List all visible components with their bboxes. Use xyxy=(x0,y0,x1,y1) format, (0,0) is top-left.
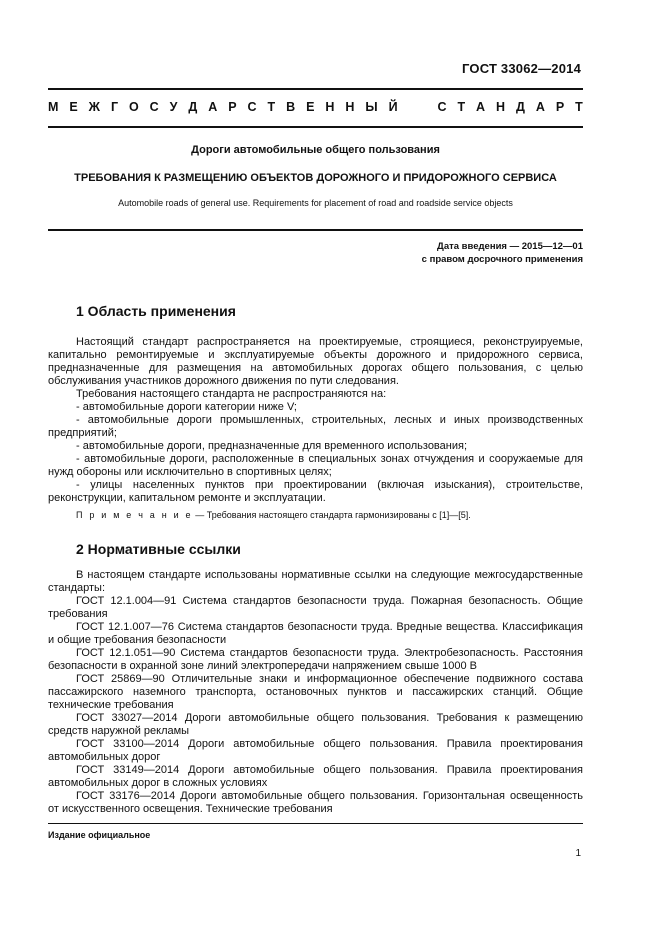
banner-letter: Н xyxy=(345,100,355,114)
list-item: - автомобильные дороги, расположенные в специальных зонах отчуждения и сооружаемые для нужд обороны или исключительно в спортивных целях; xyxy=(48,453,583,478)
banner-letter: Т xyxy=(457,100,466,114)
reference-item: ГОСТ 33149—2014 Дороги автомобильные общего пользования. Правила проектирования автомобильных дорог в сложных условиях xyxy=(48,764,583,789)
paragraph: Требования настоящего стандарта не распространяются на: xyxy=(76,388,387,400)
banner-letter: А xyxy=(535,100,545,114)
document-title: Дороги автомобильные общего пользования xyxy=(191,144,440,156)
reference-item: ГОСТ 12.1.051—90 Система стандартов безопасности труда. Электробезопасность. Расстояния безопасности в охранной зоне линий электропередачи напряжением свыше 1000 В xyxy=(48,647,583,672)
banner-letter: Н xyxy=(325,100,335,114)
early-application-line: с правом досрочного применения xyxy=(421,254,583,265)
banner-letter: Т xyxy=(267,100,276,114)
banner-letter: Д xyxy=(188,100,198,114)
banner-letter: С xyxy=(437,100,447,114)
paragraph: Настоящий стандарт распространяется на проектируемые, строящиеся, реконструируемые, капитально ремонтируемые и эксплуатируемые объекты дорожного и придорожного сервиса, предназначенные для размещения на автомобильных дорогах общего пользования, с целью обслуживания участников дорожного движения по пути следования. xyxy=(48,336,583,387)
banner-letter: О xyxy=(128,100,139,114)
banner-word-gap xyxy=(409,100,427,114)
banner-letter: А xyxy=(476,100,486,114)
section-1-note xyxy=(76,510,471,520)
header-rule-bottom xyxy=(48,126,583,128)
standard-code: ГОСТ 33062—2014 xyxy=(462,61,581,76)
section-1-heading: 1 Область применения xyxy=(76,303,236,319)
banner-letter: Н xyxy=(496,100,506,114)
list-item: - автомобильные дороги промышленных, строительных, лесных и иных производственных предприятий; xyxy=(48,414,583,439)
banner-letter: Е xyxy=(69,100,78,114)
banner-letter: В xyxy=(286,100,296,114)
banner-letter: У xyxy=(169,100,178,114)
banner-letter: С xyxy=(247,100,257,114)
paragraph: В настоящем стандарте использованы нормативные ссылки на следующие межгосударственные стандарты: xyxy=(48,569,583,594)
reference-item: ГОСТ 12.1.004—91 Система стандартов безопасности труда. Пожарная безопасность. Общие требования xyxy=(48,595,583,620)
reference-item: ГОСТ 25869—90 Отличительные знаки и информационное обеспечение подвижного состава пассажирского наземного транспорта, остановочных пунктов и пассажирских станций. Общие технические требования xyxy=(48,673,583,711)
banner-letter: Г xyxy=(110,100,119,114)
banner-letter: А xyxy=(208,100,218,114)
title-rule xyxy=(48,229,583,231)
banner-letter: Ж xyxy=(88,100,100,114)
reference-item: ГОСТ 33100—2014 Дороги автомобильные общего пользования. Правила проектирования автомобильных дорог xyxy=(48,738,583,763)
header-rule-top xyxy=(48,88,583,90)
reference-item: ГОСТ 33176—2014 Дороги автомобильные общего пользования. Горизонтальная освещенность от искусственного освещения. Технические требования xyxy=(48,790,583,815)
official-edition-label: Издание официальное xyxy=(48,830,151,840)
banner-letter: С xyxy=(149,100,159,114)
banner-letter: Е xyxy=(306,100,315,114)
section-2-body xyxy=(48,569,583,816)
document-subtitle: ТРЕБОВАНИЯ К РАЗМЕЩЕНИЮ ОБЪЕКТОВ ДОРОЖНОГО И ПРИДОРОЖНОГО СЕРВИСА xyxy=(74,172,557,184)
document-title-english: Automobile roads of general use. Requirements for placement of road and roadside service objects xyxy=(118,198,513,208)
section-2-heading: 2 Нормативные ссылки xyxy=(76,541,241,557)
list-item: - автомобильные дороги, предназначенные для временного использования; xyxy=(76,440,468,452)
banner-letter: Й xyxy=(388,100,398,114)
reference-item: ГОСТ 33027—2014 Дороги автомобильные общего пользования. Требования к размещению средств наружной рекламы xyxy=(48,712,583,737)
section-1-body xyxy=(48,336,583,505)
footer-rule xyxy=(48,823,583,824)
banner-letter: Д xyxy=(516,100,525,114)
introduction-date xyxy=(422,240,583,266)
banner-letter: Р xyxy=(228,100,237,114)
note-text: — Требования настоящего стандарта гармонизированы с [1]—[5]. xyxy=(192,510,471,520)
banner-letter: Т xyxy=(575,100,583,114)
banner-letter: Р xyxy=(555,100,565,114)
interstate-standard-banner xyxy=(48,100,583,114)
banner-letter: М xyxy=(48,100,59,114)
banner-letter: Ы xyxy=(365,100,378,114)
introduction-date-line: Дата введения — 2015—12—01 xyxy=(437,241,583,252)
note-label: П р и м е ч а н и е xyxy=(76,510,193,520)
list-item: - автомобильные дороги категории ниже V; xyxy=(76,401,297,413)
list-item: - улицы населенных пунктов при проектировании (включая изыскания), строительстве, реконструкции, капитальном ремонте и эксплуатации. xyxy=(48,479,583,504)
reference-item: ГОСТ 12.1.007—76 Система стандартов безопасности труда. Вредные вещества. Классификация и общие требования безопасности xyxy=(48,621,583,646)
page-number: 1 xyxy=(575,848,581,859)
